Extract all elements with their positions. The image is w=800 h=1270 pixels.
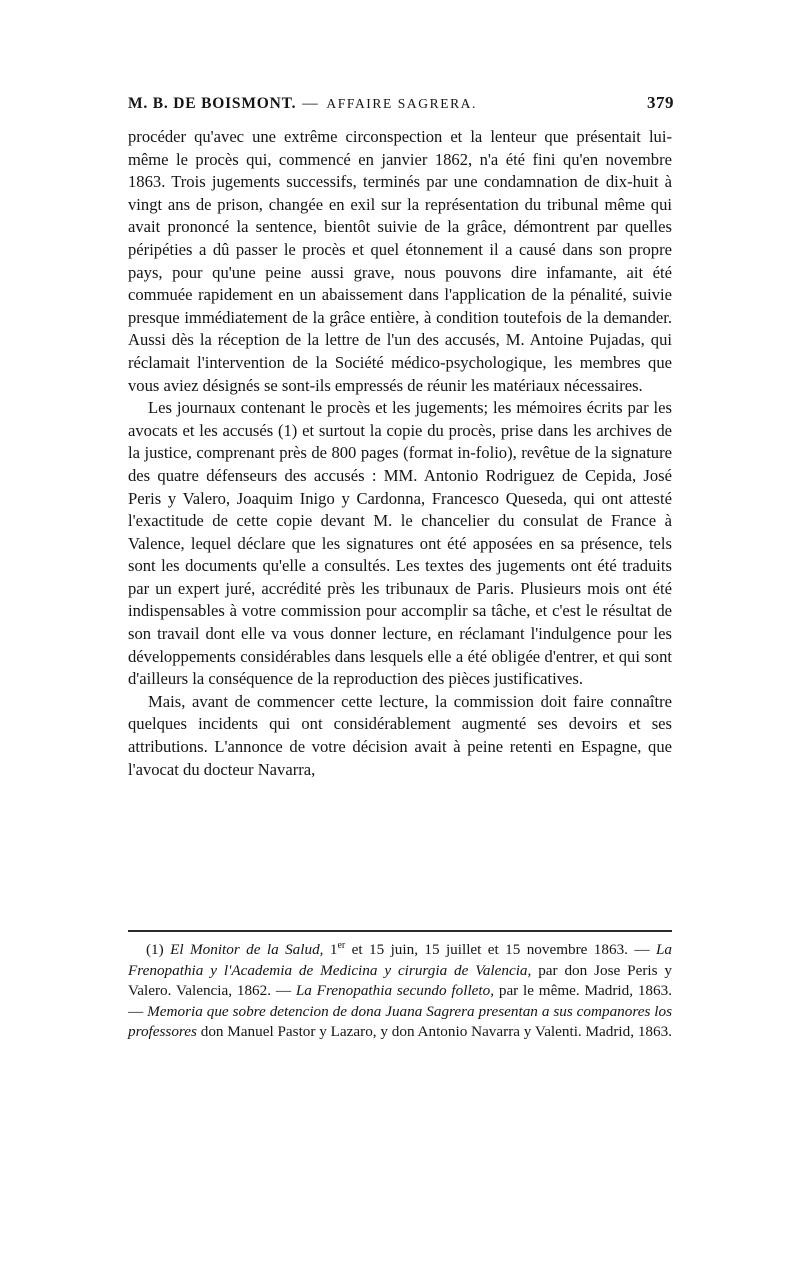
paragraph-1: procéder qu'avec une extrême circonspection et la lenteur que présentait lui-même le procès qui, commencé en janvier 1862, n'a été fini qu'en novembre 1863. Trois jugements successifs, terminés par une condamnation de dix-huit à vingt ans de prison, changée en exil sur la représentation du tribunal même qui avait prononcé la sentence, bientôt suivie de la grâce, démontrent par quelles péripéties a dû passer le procès et quel étonnement il a causé dans son propre pays, pour qu'une peine aussi grave, nous pouvons dire infamante, ait été commuée rapidement en un abaissement dans l'application de la pénalité, suivie presque immédiatement de la grâce entière, à condition toutefois de la demander. Aussi dès la réception de la lettre de l'un des accusés, M. Antoine Pujadas, qui réclamait l'intervention de la Société médico-psychologique, les membres que vous aviez désignés se sont-ils empressés de réunir les matériaux nécessaires. [128, 127, 672, 395]
header-left [128, 95, 477, 113]
footnote [128, 940, 672, 1043]
footnote-source-4-rest: don Manuel Pastor y Lazaro, y don Antonio Navarra y Valenti. Madrid, 1863. [200, 1023, 672, 1041]
footnote-date-day: 1 [329, 941, 338, 958]
page-number: 379 [647, 93, 674, 112]
footnote-source-3-rest: par le même. Madrid, 1863. — [128, 982, 673, 1020]
header-author: M. B. DE BOISMONT. [128, 95, 297, 112]
header-section: AFFAIRE SAGRERA. [326, 96, 477, 111]
footnote-date-rest: et 15 juin, 15 juillet et 15 novembre 1863. — [351, 941, 650, 958]
footnote-source-1: El Monitor de la Salud, [170, 941, 324, 958]
footnote-source-3: La Frenopathia secundo folleto, [295, 982, 495, 1000]
footnote-marker: (1) [146, 941, 164, 958]
footnote-text [128, 940, 672, 1043]
header-dash: — [302, 95, 319, 112]
footnote-source-2-rest: par don Jose Peris y Valero. Valencia, 1862. — [128, 961, 672, 1000]
footnote-date-sup: er [337, 939, 346, 951]
footnote-source-2: La Frenopathia y l'Academia de Medicina y cirurgia de Valencia, [128, 941, 672, 979]
main-text [128, 126, 672, 781]
running-header [128, 93, 674, 117]
paragraph-3: Mais, avant de commencer cette lecture, la commission doit faire connaître quelques incidents qui ont considérablement augmenté ses devoirs et ses attributions. L'annonce de votre décision avait à peine retenti en Espagne, que l'avocat du docteur Navarra, [128, 691, 672, 779]
footnote-source-4: Memoria que sobre detencion de dona Juana Sagrera presentan a sus companores los professores [128, 1002, 672, 1041]
footnote-rule [128, 930, 672, 932]
paragraph-2: Les journaux contenant le procès et les jugements; les mémoires écrits par les avocats et les accusés (1) et surtout la copie du procès, prise dans les archives de la justice, comprenant près de 800 pages (format in-folio), revêtue de la signature des quatre défenseurs des accusés : MM. Antonio Rodriguez de Cepida, José Peris y Valero, Joaquim Inigo y Cardonna, Francesco Queseda, qui ont attesté l'exactitude de cette copie devant M. le chancelier du consulat de France à Valence, lequel déclare que les signatures ont été apposées en sa présence, tels sont les documents qu'elle a consultés. Les textes des jugements ont été traduits par un expert juré, accrédité près les tribunaux de Paris. Plusieurs mois ont été indispensables à votre commission pour accomplir sa tâche, et c'est le résultat de son travail dont elle va vous donner lecture, en réclamant l'indulgence pour les développements considérables dans lesquels elle a été obligée d'entrer, et qui sont d'ailleurs la conséquence de la reproduction des pièces justificatives. [128, 398, 672, 689]
